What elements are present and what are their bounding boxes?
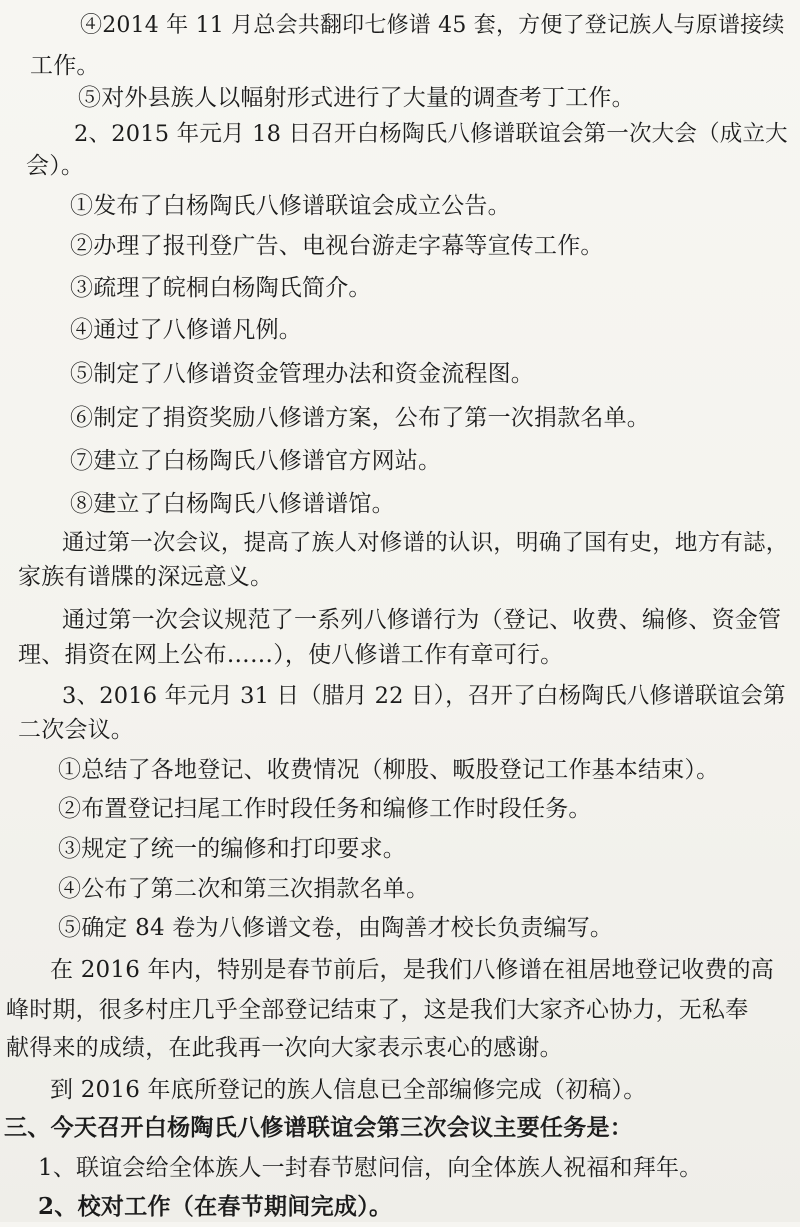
text-line-19: 二次会议。 — [18, 717, 134, 743]
section-heading-3: 三、今天召开白杨陶氏八修谱联谊会第三次会议主要任务是： — [4, 1114, 634, 1141]
text-line-23: ④公布了第二次和第三次捐款名单。 — [58, 876, 430, 902]
text-line-1: ④2014 年 11 月总会共翻印七修谱 45 套，方便了登记族人与原谱接续 — [80, 13, 785, 38]
text-line-4: 2、2015 年元月 18 日召开白杨陶氏八修谱联谊会第一次大会（成立大 — [74, 121, 788, 147]
text-line-25: 在 2016 年内，特别是春节前后，是我们八修谱在祖居地登记收费的高 — [50, 957, 774, 983]
text-line-20: ①总结了各地登记、收费情况（柳股、畈股登记工作基本结束）。 — [58, 757, 720, 783]
text-line-7: ②办理了报刊登广告、电视台游走字幕等宣传工作。 — [70, 233, 604, 259]
text-line-3: ⑤对外县族人以幅射形式进行了大量的调查考丁工作。 — [78, 85, 635, 111]
text-line-8: ③疏理了皖桐白杨陶氏简介。 — [70, 275, 372, 301]
text-line-21: ②布置登记扫尾工作时段任务和编修工作时段任务。 — [58, 796, 592, 822]
text-line-17: 理、捐资在网上公布……），使八修谱工作有章可行。 — [18, 642, 564, 668]
text-line-18: 3、2016 年元月 31 日（腊月 22 日），召开了白杨陶氏八修谱联谊会第 — [62, 683, 786, 709]
text-line-10: ⑤制定了八修谱资金管理办法和资金流程图。 — [70, 361, 534, 387]
text-line-28: 到 2016 年底所登记的族人信息已全部编修完成（初稿）。 — [50, 1077, 647, 1103]
text-line-14: 通过第一次会议，提高了族人对修谱的认识，明确了国有史，地方有誌， — [62, 530, 789, 556]
text-line-31: 2、校对工作（在春节期间完成）。 — [38, 1193, 393, 1220]
text-line-6: ①发布了白杨陶氏八修谱联谊会成立公告。 — [70, 193, 511, 219]
text-line-11: ⑥制定了捐资奖励八修谱方案，公布了第一次捐款名单。 — [70, 405, 650, 431]
text-line-22: ③规定了统一的编修和打印要求。 — [58, 836, 406, 862]
text-line-26: 峰时期，很多村庄几乎全部登记结束了，这是我们大家齐心协力，无私奉 — [6, 997, 749, 1023]
text-line-30: 1、联谊会给全体族人一封春节慰问信，向全体族人祝福和拜年。 — [38, 1155, 703, 1181]
text-line-27: 献得来的成绩，在此我再一次向大家表示衷心的感谢。 — [6, 1035, 563, 1061]
text-line-9: ④通过了八修谱凡例。 — [70, 317, 302, 343]
text-line-2: 工作。 — [30, 53, 100, 79]
text-line-24: ⑤确定 84 卷为八修谱文卷，由陶善才校长负责编写。 — [58, 915, 614, 941]
text-line-15: 家族有谱牒的深远意义。 — [18, 564, 274, 590]
text-line-5: 会）。 — [26, 153, 85, 179]
text-line-16: 通过第一次会议规范了一系列八修谱行为（登记、收费、编修、资金管 — [62, 607, 782, 633]
text-line-12: ⑦建立了白杨陶氏八修谱官方网站。 — [70, 448, 442, 474]
text-line-13: ⑧建立了白杨陶氏八修谱谱馆。 — [70, 491, 395, 517]
